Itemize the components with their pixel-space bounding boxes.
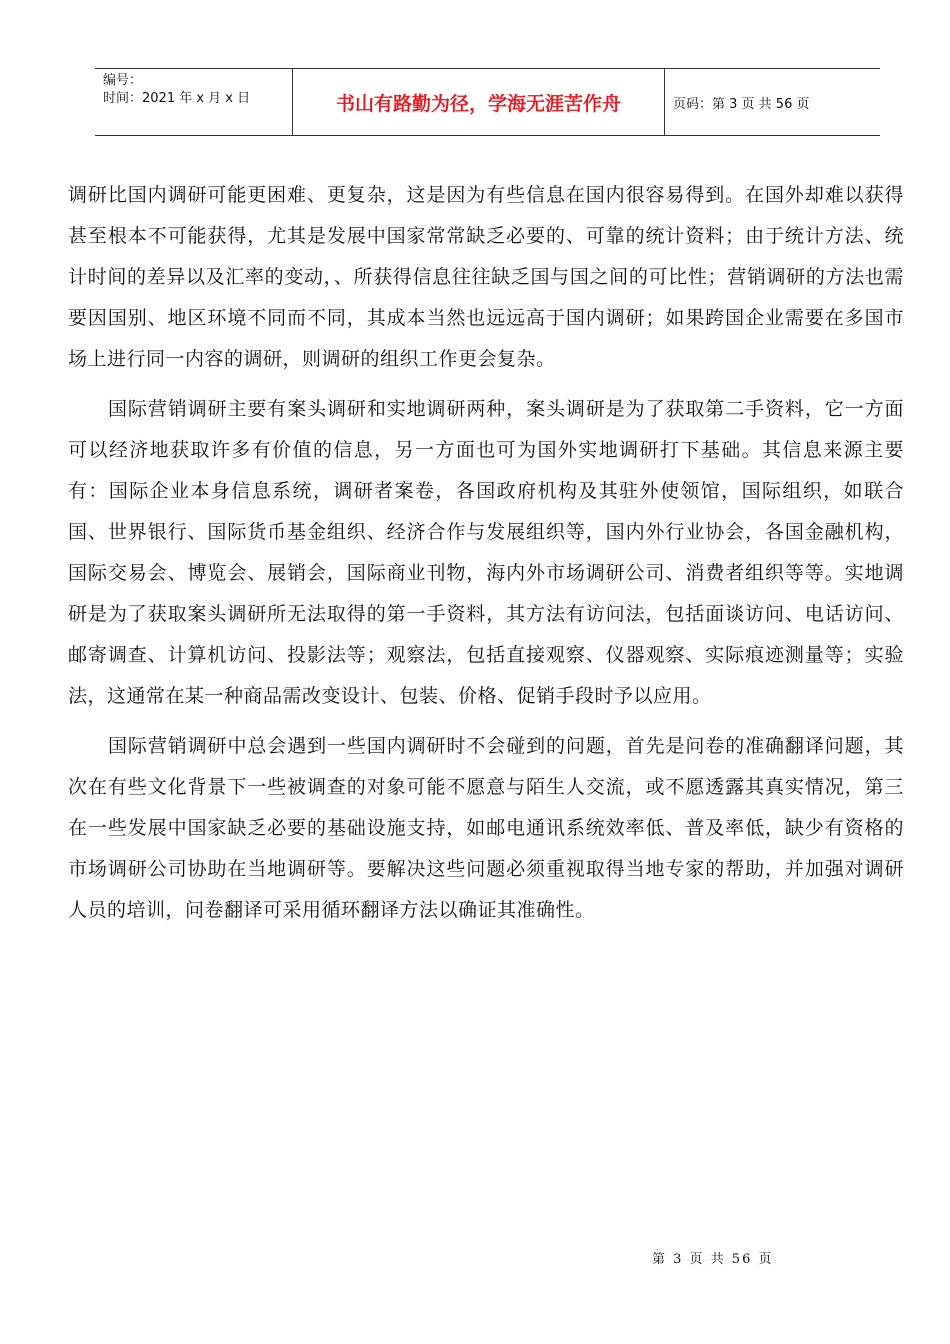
header-meta — [95, 69, 293, 135]
page-header — [95, 68, 880, 136]
body-paragraph-2: 国际营销调研主要有案头调研和实地调研两种，案头调研是为了获取第二手资料，它一方面可以经济地获取许多有价值的信息，另一方面也可为国外实地调研打下基础。其信息来源主要有：国际企业本身信息系统，调研者案卷，各国政府机构及其驻外使领馆，国际组织，如联合国、世界银行、国际货币基金组织、经济合作与发展组织等，国内外行业协会，各国金融机构，国际交易会、博览会、展销会，国际商业刊物，海内外市场调研公司、消费者组织等等。实地调研是为了获取案头调研所无法取得的第一手资料，其方法有访问法，包括面谈访问、电话访问、邮寄调查、计算机访问、投影法等；观察法，包括直接观察、仪器观察、实际痕迹测量等；实验法，这通常在某一种商品需改变设计、包装、价格、促销手段时予以应用。 — [68, 398, 904, 707]
document-number-label: 编号： — [103, 73, 143, 88]
body-paragraph-3: 国际营销调研中总会遇到一些国内调研时不会碰到的问题，首先是问卷的准确翻译问题，其次在有些文化背景下一些被调查的对象可能不愿意与陌生人交流，或不愿透露其真实情况，第三在一些发展中国家缺乏必要的基础设施支持，如邮电通讯系统效率低、普及率低，缺少有资格的市场调研公司协助在当地调研等。要解决这些问题必须重视取得当地专家的帮助，并加强对调研人员的培训，问卷翻译可采用循环翻译方法以确证其准确性。 — [68, 735, 904, 921]
document-body — [68, 175, 904, 940]
header-page-info: 页码：第 3 页 共 56 页 — [673, 96, 810, 112]
document-time-label: 时间：2021 年 x 月 x 日 — [103, 91, 251, 106]
header-motto: 书山有路勤为径，学海无涯苦作舟 — [293, 69, 665, 135]
body-paragraph-1: 调研比国内调研可能更困难、更复杂，这是因为有些信息在国内很容易得到。在国外却难以获得甚至根本不可能获得，尤其是发展中国家常常缺乏必要的、可靠的统计资料；由于统计方法、统计时间的差异以及汇率的变动，、所获得信息往往缺乏国与国之间的可比性；营销调研的方法也需要因国别、地区环境不同而不同，其成本当然也远远高于国内调研；如果跨国企业需要在多国市场上进行同一内容的调研，则调研的组织工作更会复杂。 — [68, 184, 904, 370]
page-footer: 第 3 页 共 56 页 — [652, 1252, 774, 1267]
